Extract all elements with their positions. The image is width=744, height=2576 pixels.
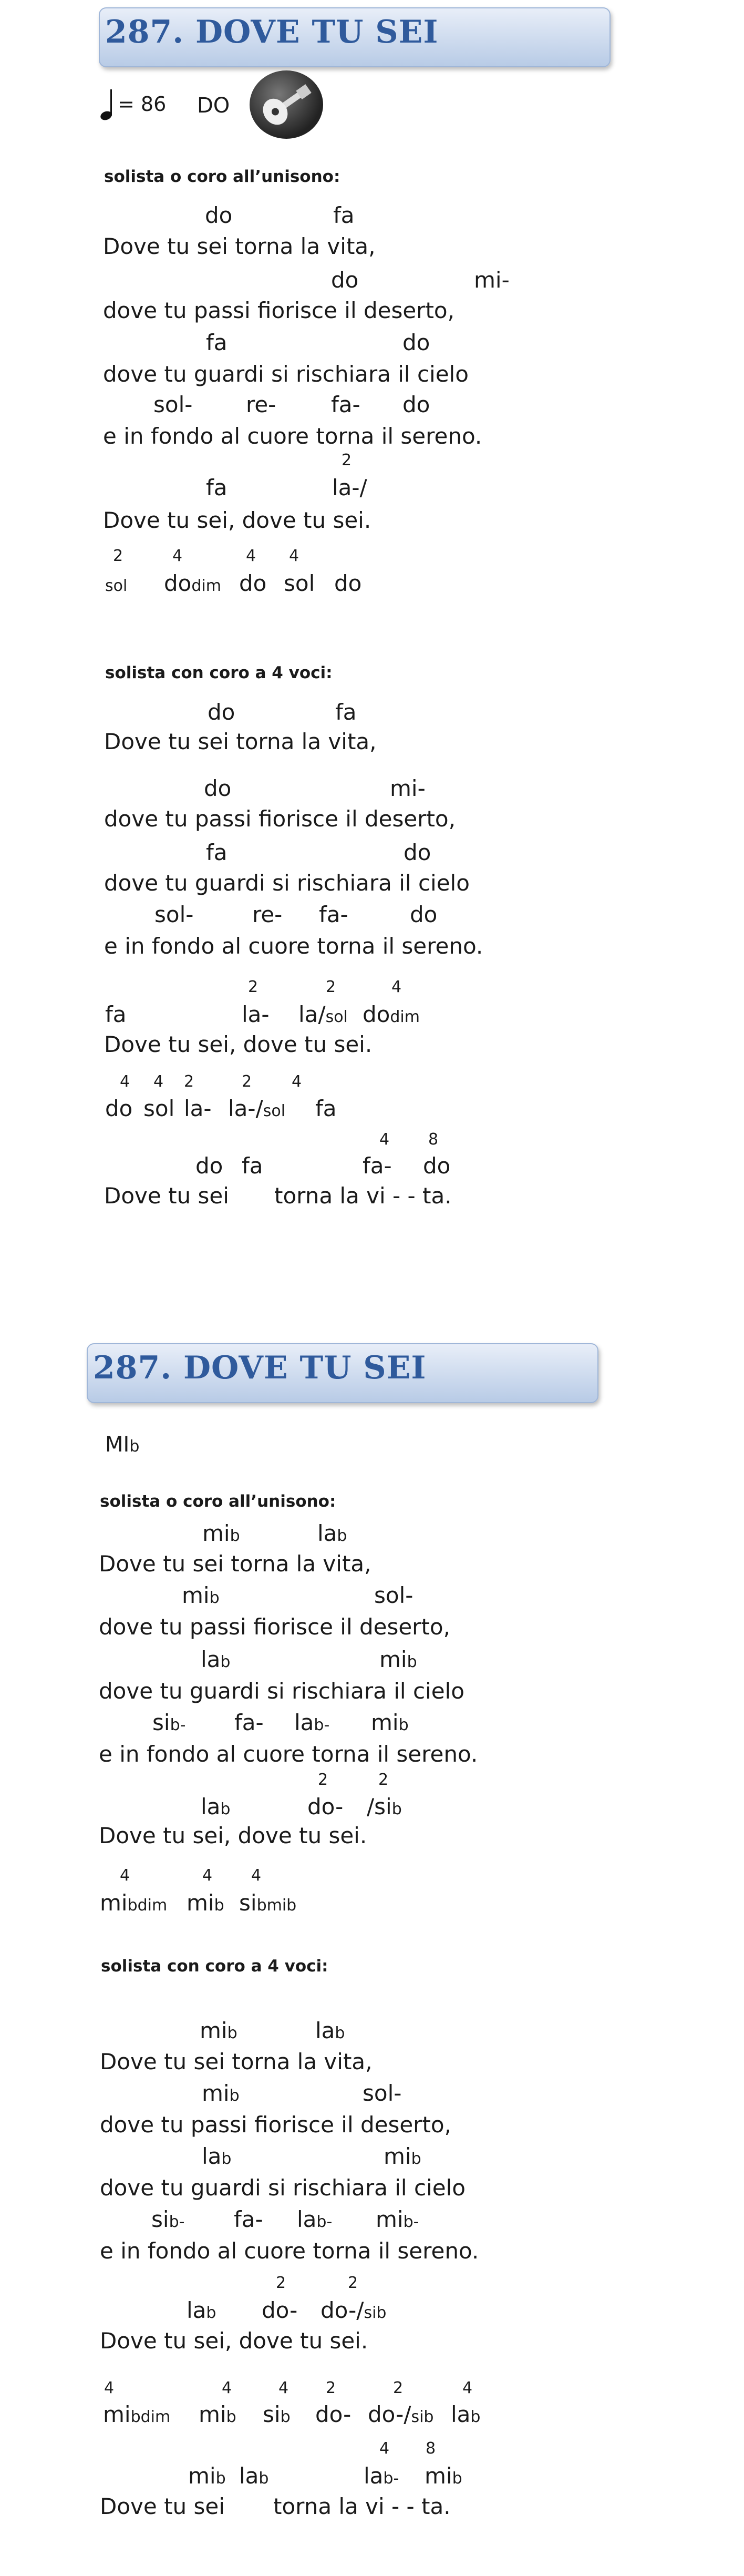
chord (364, 2463, 399, 2489)
chord-text: la (451, 2401, 471, 2427)
chord-suffix: b (226, 2408, 236, 2426)
chord: sol (143, 1096, 175, 1121)
chord-suffix: b (215, 2469, 226, 2488)
chord-suffix: b (452, 2469, 462, 2488)
beat-number: 8 (428, 1130, 439, 1149)
chord-suffix: sol (263, 1102, 286, 1120)
chord-suffix: b- (316, 2213, 333, 2231)
lyric-line: dove tu guardi si rischiara il cielo (103, 361, 469, 387)
chord-text: mi (182, 1582, 210, 1608)
chord-text: mi (188, 2463, 216, 2489)
beat-number: 2 (242, 1072, 252, 1091)
chord: re- (252, 902, 283, 927)
chord-suffix: b (398, 1716, 409, 1734)
lyric-line: dove tu guardi si rischiara il cielo (104, 870, 470, 896)
lyric-line: e in fondo al cuore torna il sereno. (104, 933, 483, 959)
lyric-line: Dove tu sei torna la vita, (103, 233, 376, 259)
chord-text: la (364, 2463, 384, 2489)
chord-text: si (151, 2206, 169, 2232)
beat-number: 4 (246, 547, 256, 565)
beat-number: 4 (379, 2439, 390, 2458)
chord-text: si (239, 1890, 257, 1916)
chord: do- (307, 1794, 344, 1819)
chord-suffix: b (259, 2469, 269, 2488)
chord-suffix: b (220, 1653, 231, 1671)
section-2-title: 287. DOVE TU SEI (93, 1350, 427, 1386)
beat-number: 4 (120, 1866, 130, 1885)
chord: sol (284, 570, 315, 596)
lyric-line: e in fondo al cuore torna il sereno. (100, 2238, 479, 2264)
chord-suffix: bdim (127, 1896, 168, 1915)
chord-suffix: b (337, 1527, 347, 1545)
chord: sol- (154, 902, 194, 927)
chord (164, 570, 221, 596)
chord-text: la (317, 1520, 337, 1546)
chord: do (410, 902, 438, 927)
chord: do (402, 330, 430, 355)
section-2-title-banner (87, 1343, 598, 1403)
chord: fa (105, 1001, 127, 1027)
chord: re- (246, 392, 276, 417)
chord (379, 1647, 417, 1672)
chord (298, 1001, 348, 1027)
chord (201, 1647, 230, 1672)
chord: do (402, 392, 430, 417)
chord: do- (262, 2297, 298, 2323)
beat-number: 2 (248, 978, 259, 996)
chord: do (334, 570, 362, 596)
chord (199, 2401, 236, 2427)
chord: fa- (319, 902, 348, 927)
chord (187, 2297, 216, 2323)
beat-number: 4 (202, 1866, 213, 1885)
chord-text: la (315, 2018, 335, 2043)
chord-text: /si (367, 1794, 392, 1819)
chord: do (331, 267, 359, 293)
chord: fa (333, 202, 355, 228)
beat-number: 8 (426, 2439, 436, 2458)
chord: mi- (390, 775, 426, 801)
chord (151, 2206, 184, 2232)
part-label: solista o coro all’unisono: (100, 1492, 336, 1511)
beat-number: 4 (292, 1072, 302, 1091)
chord-suffix: dim (191, 577, 221, 595)
chord (187, 1890, 224, 1916)
lyric-line: dove tu passi fiorisce il deserto, (100, 2112, 451, 2138)
chord-text: do (363, 1001, 390, 1027)
beat-number: 2 (326, 978, 336, 996)
chord: sol- (363, 2080, 402, 2106)
chord (105, 570, 127, 596)
lyric-line: dove tu passi fiorisce il deserto, (103, 298, 454, 323)
lyric-line: Dove tu sei, dove tu sei. (103, 507, 371, 533)
chord: la-/ (332, 475, 367, 500)
chord: fa (206, 475, 228, 500)
chord-suffix: sol (325, 1008, 348, 1026)
lyric-line: dove tu guardi si rischiara il cielo (99, 1678, 464, 1704)
chord (263, 2401, 291, 2427)
chord (297, 2206, 332, 2232)
chord (182, 1582, 220, 1608)
chord (363, 1001, 420, 1027)
chord-suffix: b (391, 1800, 402, 1818)
chord-suffix: b (220, 1800, 231, 1818)
chord-text: mi (384, 2143, 411, 2169)
chord (384, 2143, 421, 2169)
chord-text: la-/ (228, 1096, 263, 1121)
lyric-line-continued: torna la vi - - ta. (274, 1183, 452, 1209)
chord: la- (184, 1096, 212, 1121)
lyric-line: Dove tu sei torna la vita, (104, 729, 377, 754)
chord: do (205, 202, 233, 228)
chord-text: mi (187, 1890, 214, 1916)
lyric-line: Dove tu sei, dove tu sei. (99, 1823, 367, 1848)
beat-number: 4 (289, 547, 299, 565)
chord (152, 1710, 185, 1735)
chord: sol- (374, 1582, 414, 1608)
chord: do (239, 570, 267, 596)
chord: do (423, 1153, 451, 1179)
chord-suffix: b- (383, 2469, 399, 2488)
chord (376, 2206, 419, 2232)
chord-text: la (297, 2206, 317, 2232)
chord (425, 2463, 462, 2489)
chord-text: la (239, 2463, 259, 2489)
chord (202, 2143, 231, 2169)
section-1-title: 287. DOVE TU SEI (105, 14, 439, 50)
chord-suffix: b (335, 2024, 345, 2042)
chord-text: do-/ (321, 2297, 364, 2323)
chord-text: mi (103, 2401, 131, 2427)
chord-suffix: b- (314, 1716, 330, 1734)
beat-number: 2 (318, 1771, 328, 1789)
chord-text: la (294, 1710, 314, 1735)
chord: fa- (363, 1153, 392, 1179)
chord-text: mi (200, 2018, 228, 2043)
chord-text: la/ (298, 1001, 326, 1027)
chord (103, 2401, 170, 2427)
lyric-line: Dove tu sei (100, 2493, 225, 2519)
chord: fa (315, 1096, 337, 1121)
chord: do (105, 1096, 133, 1121)
beat-number: 4 (391, 978, 402, 996)
chord-suffix: b (221, 2150, 232, 2168)
chord-text: mi (202, 2080, 230, 2106)
chord: fa (335, 699, 357, 725)
chord-suffix: bdim (130, 2408, 171, 2426)
chord: sol- (153, 392, 193, 417)
chord (367, 1794, 402, 1819)
lyric-line: Dove tu sei, dove tu sei. (104, 1031, 373, 1057)
chord: mi- (474, 267, 510, 293)
chord-suffix: si (364, 2304, 377, 2322)
chord-text: la (187, 2297, 206, 2323)
chord-suffix: b (227, 2024, 237, 2042)
key-text: MI (105, 1433, 130, 1457)
chord (188, 2463, 226, 2489)
chord-text: mi (199, 2401, 226, 2427)
chord-text: mi (379, 1647, 407, 1672)
beat-number: 2 (326, 2379, 336, 2397)
chord-suffix: b (411, 2150, 421, 2168)
beat-number: 2 (378, 1771, 389, 1789)
chord: fa- (331, 392, 360, 417)
beat-number: 2 (113, 547, 123, 565)
chord-text: si (152, 1710, 170, 1735)
chord-suffix: b (470, 2408, 481, 2426)
chord-text: mi (100, 1890, 128, 1916)
lyric-line: dove tu guardi si rischiara il cielo (100, 2175, 466, 2201)
beat-number: 4 (278, 2379, 289, 2397)
chord: do- (315, 2401, 352, 2427)
chord-suffix: b (407, 1653, 417, 1671)
chord-suffix: si (411, 2408, 424, 2426)
chord-text: do (164, 570, 192, 596)
chord (315, 2018, 345, 2043)
chord (317, 1520, 347, 1546)
chord-text: sol (105, 577, 128, 595)
lyric-line: Dove tu sei torna la vita, (99, 1551, 371, 1577)
tempo-value: = 86 (118, 93, 167, 116)
chord: do (404, 840, 431, 865)
chord-suffix: b (376, 2304, 387, 2322)
chord-text: si (263, 2401, 281, 2427)
chord-text: mi (371, 1710, 399, 1735)
chord: la- (242, 1001, 270, 1027)
chord (202, 2080, 240, 2106)
chord (202, 1520, 240, 1546)
beat-number: 2 (184, 1072, 194, 1091)
chord-suffix: b (206, 2304, 216, 2322)
chord-suffix: b (229, 2087, 240, 2105)
chord (200, 2018, 237, 2043)
lyric-line-continued: torna la vi - - ta. (273, 2493, 451, 2519)
chord-suffix: b (214, 1896, 224, 1915)
beat-number: 2 (342, 451, 352, 469)
part-label: solista con coro a 4 voci: (105, 663, 333, 682)
chord-text: do-/ (368, 2401, 411, 2427)
section-1-title-banner (99, 7, 611, 67)
chord-suffix: b- (403, 2213, 419, 2231)
beat-number: 4 (153, 1072, 164, 1091)
chord-suffix: b (423, 2408, 434, 2426)
lyric-line: dove tu passi fiorisce il deserto, (104, 806, 456, 832)
lyric-line: Dove tu sei torna la vita, (100, 2049, 373, 2074)
chord-suffix: b- (169, 2213, 185, 2231)
lyric-line: e in fondo al cuore torna il sereno. (103, 423, 482, 449)
chord (239, 1890, 296, 1916)
chord (451, 2401, 480, 2427)
chord (371, 1710, 409, 1735)
beat-number: 4 (462, 2379, 473, 2397)
chord-text: mi (425, 2463, 452, 2489)
chord-text: la (202, 2143, 222, 2169)
chord: fa (242, 1153, 263, 1179)
chord-suffix: b (209, 1589, 220, 1607)
section-2-key (105, 1433, 139, 1457)
beat-number: 2 (276, 2274, 286, 2292)
section-1-key: DO (197, 94, 230, 118)
chord-suffix: b- (170, 1716, 186, 1734)
lyric-line: Dove tu sei, dove tu sei. (100, 2328, 368, 2354)
lyric-line: dove tu passi fiorisce il deserto, (99, 1614, 450, 1640)
guitar-chords-icon (250, 70, 323, 139)
beat-number: 2 (393, 2379, 404, 2397)
part-label: solista o coro all’unisono: (104, 167, 340, 186)
chord-text: mi (376, 2206, 404, 2232)
beat-number: 4 (251, 1866, 262, 1885)
chord-suffix: b (230, 1527, 240, 1545)
chord: do (208, 699, 235, 725)
chord: fa (206, 840, 228, 865)
chord-suffix: b (286, 1896, 297, 1915)
chord (321, 2297, 386, 2323)
chord-suffix: bmi (256, 1896, 287, 1915)
part-label: solista con coro a 4 voci: (101, 1957, 328, 1976)
beat-number: 4 (120, 1072, 130, 1091)
chord-text: la (201, 1794, 221, 1819)
chord-suffix: b (280, 2408, 291, 2426)
lyric-line: Dove tu sei (104, 1183, 229, 1209)
chord (201, 1794, 230, 1819)
beat-number: 4 (172, 547, 183, 565)
chord-suffix: dim (390, 1008, 420, 1026)
chord (368, 2401, 433, 2427)
chord-text: mi (202, 1520, 230, 1546)
chord: do (204, 775, 232, 801)
beat-number: 4 (222, 2379, 232, 2397)
key-flat: b (129, 1437, 140, 1456)
chord (294, 1710, 329, 1735)
chord: fa- (234, 2206, 263, 2232)
chord: fa (206, 330, 228, 355)
chord (100, 1890, 167, 1916)
lyric-line: e in fondo al cuore torna il sereno. (99, 1741, 478, 1767)
quarter-note-icon (100, 88, 116, 121)
beat-number: 4 (379, 1130, 390, 1149)
chord (239, 2463, 268, 2489)
chord (228, 1096, 285, 1121)
chord: do (195, 1153, 223, 1179)
chord: fa- (234, 1710, 264, 1735)
beat-number: 4 (104, 2379, 115, 2397)
chord-text: la (201, 1647, 221, 1672)
beat-number: 2 (348, 2274, 358, 2292)
